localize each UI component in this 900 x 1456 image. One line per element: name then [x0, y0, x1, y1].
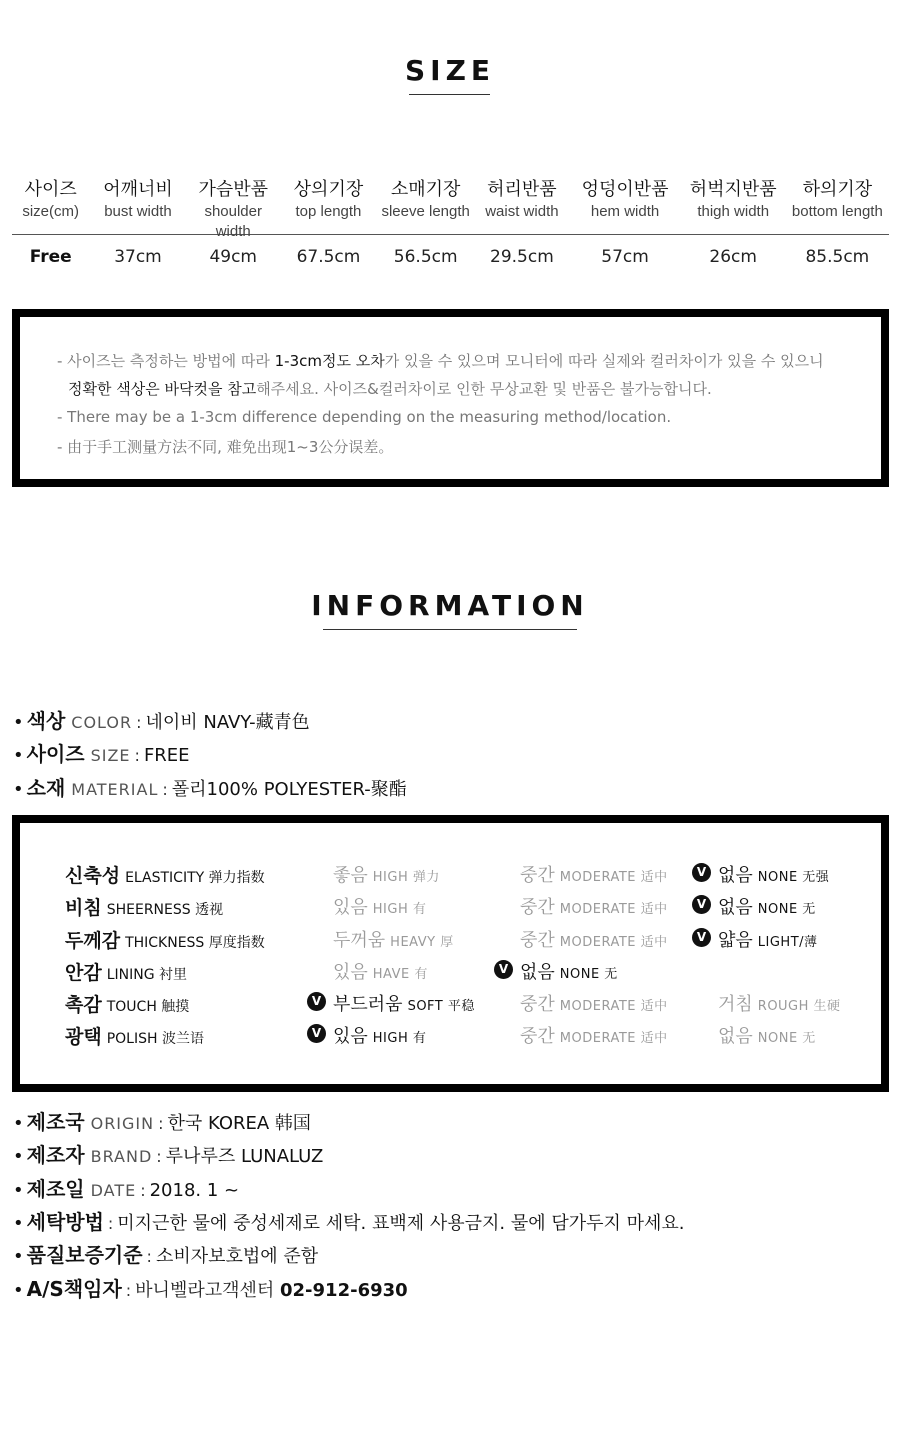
option [718, 990, 841, 1016]
option-en: MODERATE 适中 [559, 902, 668, 917]
info-item [13, 772, 407, 801]
size-header-cell [280, 176, 377, 234]
attribute-name [65, 926, 265, 953]
size-value-cell: 85.5cm [805, 247, 870, 267]
size-header-en: bust width [104, 203, 172, 220]
info-item [13, 1239, 318, 1268]
check-icon: V [307, 992, 326, 1011]
size-value-cell: 57cm [601, 247, 649, 267]
info-label-en: BRAND [90, 1147, 153, 1166]
attribute-name [65, 893, 223, 920]
option-en: MODERATE 适中 [559, 935, 668, 950]
attribute-row [65, 926, 885, 956]
size-header-ko: 어깨너비 [103, 179, 173, 200]
option-en: HIGH 有 [372, 902, 427, 917]
info-label-ko: 품질보증기준 [26, 1243, 143, 1267]
attribute-name-en: ELASTICITY 弹力指数 [125, 870, 265, 886]
info-label-ko: 제조일 [26, 1177, 85, 1201]
info-label-en: SIZE [90, 746, 131, 765]
bullet-icon: • [13, 1246, 24, 1267]
info-value: 미지근한 물에 중성세제로 세탁. 표백제 사용금지. 물에 담가두지 마세요. [117, 1213, 685, 1234]
option-ko: 거침 [718, 994, 753, 1015]
option-ko: 없음 [718, 865, 753, 886]
size-header-en: hem width [590, 203, 660, 220]
option-ko: 없음 [520, 962, 555, 983]
info-item [13, 738, 190, 767]
attribute-row [65, 861, 885, 891]
size-table-header [12, 176, 889, 240]
info-label-ko: 소재 [26, 776, 66, 800]
size-header-en: waist width [485, 203, 559, 220]
size-header-ko: 상의기장 [293, 179, 364, 200]
size-header-ko: 사이즈 [24, 179, 77, 200]
information-title-underline [323, 629, 577, 630]
info-value: 폴리100% POLYESTER-聚酯 [171, 779, 407, 800]
attribute-row [65, 958, 885, 988]
option-ko: 좋음 [333, 865, 368, 886]
check-icon: V [494, 960, 513, 979]
option-en: LIGHT/薄 [757, 935, 818, 950]
size-header-cell [377, 176, 474, 234]
attribute-name-ko: 안감 [65, 962, 102, 984]
attribute-name-ko: 촉감 [65, 994, 102, 1016]
bullet-icon: • [13, 745, 24, 766]
notice-line-2: 정확한 색상은 바닥컷을 참고해주세요. 사이즈&컬러차이로 인한 무상교환 및 반품은 불가능합니다. [68, 380, 712, 398]
option-ko: 없음 [718, 897, 753, 918]
size-value-cell: Free [29, 247, 72, 267]
size-title-underline [409, 94, 490, 95]
option-ko: 얇음 [718, 930, 753, 951]
info-item [13, 705, 310, 734]
info-label-ko: A/S책임자 [26, 1277, 122, 1301]
size-value-cell: 56.5cm [393, 247, 458, 267]
notice-line-1: - 사이즈는 측정하는 방법에 따라 1-3cm정도 오차가 있을 수 있으며 모니터에 따라 실제와 컬러차이가 있을 수 있으니 [57, 352, 824, 370]
option-ko: 중간 [520, 930, 555, 951]
size-header-cell [786, 176, 889, 234]
attribute-name-ko: 비침 [65, 897, 102, 919]
size-header-cell [570, 176, 681, 234]
notice-line-4: - 由于手工测量方法不同, 难免出现1~3公分误差。 [57, 438, 394, 456]
attribute-row [65, 1022, 885, 1052]
option-selected [696, 926, 818, 952]
info-value: 루나루즈 LUNALUZ [165, 1146, 324, 1167]
attribute-name-en: LINING 衬里 [106, 967, 188, 983]
option-en: SOFT 平稳 [407, 999, 475, 1014]
info-label-ko: 제조국 [26, 1110, 85, 1134]
size-header-ko: 가슴반품 [198, 179, 268, 200]
info-item [13, 1273, 408, 1302]
attribute-name [65, 990, 189, 1017]
option-selected [311, 990, 475, 1016]
info-label-ko: 색상 [26, 709, 66, 733]
size-value-cell: 67.5cm [296, 247, 361, 267]
option-ko: 중간 [520, 865, 555, 886]
option-ko: 없음 [718, 1026, 753, 1047]
info-label-ko: 세탁방법 [26, 1210, 104, 1234]
bullet-icon: • [13, 1146, 24, 1167]
size-header-en: shoulder width [204, 203, 262, 240]
check-icon: V [692, 928, 711, 947]
option [333, 926, 454, 952]
size-table-row [12, 235, 889, 279]
option-en: HEAVY 厚 [390, 935, 454, 950]
option [520, 926, 668, 952]
size-table [12, 176, 889, 279]
notice-line-3: - There may be a 1-3cm difference depending on the measuring method/location. [57, 408, 672, 426]
size-value-cell: 37cm [114, 247, 162, 267]
info-separator: : [134, 746, 140, 765]
info-separator: : [158, 1114, 164, 1133]
option-en: HIGH 弹力 [372, 870, 440, 885]
size-title: SIZE [404, 54, 495, 87]
size-header-ko: 허리반품 [487, 179, 557, 200]
check-icon: V [692, 863, 711, 882]
option-ko: 있음 [333, 1026, 368, 1047]
info-separator: : [107, 1214, 114, 1233]
check-icon: V [692, 895, 711, 914]
bullet-icon: • [13, 1113, 24, 1134]
option-selected [498, 958, 618, 984]
attribute-name-ko: 신축성 [65, 865, 121, 887]
info-separator: : [140, 1181, 146, 1200]
info-label-en: ORIGIN [90, 1114, 155, 1133]
info-label-en: DATE [90, 1181, 137, 1200]
option [718, 1022, 816, 1048]
option-en: MODERATE 适中 [559, 999, 668, 1014]
info-label-ko: 제조자 [26, 1143, 85, 1167]
size-header-ko: 소매기장 [390, 179, 461, 200]
size-header-ko: 하의기장 [802, 179, 873, 200]
info-value: 소비자보호법에 준함 [155, 1246, 319, 1267]
option [520, 893, 668, 919]
size-header-cell [12, 176, 89, 234]
check-icon: V [307, 1024, 326, 1043]
info-item [13, 1173, 239, 1202]
info-label-ko: 사이즈 [26, 742, 85, 766]
option [520, 861, 668, 887]
bullet-icon: • [13, 779, 24, 800]
option-ko: 중간 [520, 994, 555, 1015]
size-header-ko: 허벅지반품 [689, 179, 777, 200]
info-value: FREE [143, 745, 190, 766]
info-item [13, 1206, 684, 1235]
info-value: 2018. 1 ~ [149, 1180, 240, 1201]
info-value: 바니벨라고객센터 [135, 1280, 280, 1301]
attribute-name [65, 1022, 204, 1049]
size-header-cell [89, 176, 186, 234]
option-en: MODERATE 适中 [559, 1031, 668, 1046]
size-header-ko: 엉덩이반품 [581, 179, 669, 200]
option-en: MODERATE 适中 [559, 870, 668, 885]
info-item [13, 1106, 311, 1135]
attribute-row [65, 893, 885, 923]
size-value-cell: 26cm [709, 247, 757, 267]
bullet-icon: • [13, 712, 24, 733]
size-header-en: bottom length [791, 203, 883, 220]
info-value: 네이비 NAVY-藏青色 [145, 712, 310, 733]
info-separator: : [162, 780, 168, 799]
bullet-icon: • [13, 1213, 24, 1234]
option [333, 958, 428, 984]
info-separator: : [156, 1147, 162, 1166]
info-value: 한국 KOREA 韩国 [167, 1113, 311, 1134]
fabric-attributes-box [12, 815, 889, 1092]
option [333, 861, 440, 887]
size-header-en: top length [295, 203, 362, 220]
option [520, 990, 668, 1016]
option [333, 893, 426, 919]
attribute-name-ko: 두께감 [65, 930, 121, 952]
attribute-name-en: POLISH 波兰语 [106, 1031, 204, 1047]
info-separator: : [136, 713, 142, 732]
info-separator: : [125, 1281, 132, 1300]
option-selected [311, 1022, 427, 1048]
attribute-name-en: TOUCH 触摸 [106, 999, 190, 1015]
attribute-name [65, 958, 187, 985]
information-title: INFORMATION [311, 589, 589, 622]
option-en: HAVE 有 [372, 967, 428, 982]
size-header-en: sleeve length [381, 203, 470, 220]
attribute-name-en: SHEERNESS 透视 [106, 902, 224, 918]
attribute-row [65, 990, 885, 1020]
option-ko: 두꺼움 [333, 930, 386, 951]
option-ko: 중간 [520, 1026, 555, 1047]
option-ko: 있음 [333, 962, 368, 983]
option-en: HIGH 有 [372, 1031, 427, 1046]
option-en: NONE 无 [757, 1031, 816, 1046]
option-en: NONE 无 [559, 967, 618, 982]
size-header-cell [681, 176, 786, 234]
size-header-cell [187, 176, 280, 240]
option-selected [696, 893, 816, 919]
option-selected [696, 861, 830, 887]
size-value-cell: 49cm [209, 247, 257, 267]
attribute-name [65, 861, 265, 888]
bullet-icon: • [13, 1180, 24, 1201]
info-value-phone: 02-912-6930 [280, 1280, 408, 1301]
option-ko: 중간 [520, 897, 555, 918]
option [520, 1022, 668, 1048]
info-separator: : [146, 1247, 152, 1266]
size-header-en: size(cm) [22, 203, 80, 220]
option-en: NONE 无强 [757, 870, 830, 885]
info-label-en: COLOR [71, 713, 133, 732]
attribute-name-en: THICKNESS 厚度指数 [125, 935, 265, 951]
option-ko: 부드러움 [333, 994, 403, 1015]
size-value-cell: 29.5cm [490, 247, 554, 267]
size-header-cell [474, 176, 569, 234]
bullet-icon: • [13, 1280, 24, 1301]
notice-box [12, 309, 889, 487]
option-en: NONE 无 [757, 902, 816, 917]
option-en: ROUGH 生硬 [757, 999, 841, 1014]
info-item [13, 1139, 323, 1168]
attribute-name-ko: 광택 [65, 1026, 102, 1048]
size-header-en: thigh width [697, 203, 770, 220]
info-label-en: MATERIAL [71, 780, 159, 799]
option-ko: 있음 [333, 897, 368, 918]
